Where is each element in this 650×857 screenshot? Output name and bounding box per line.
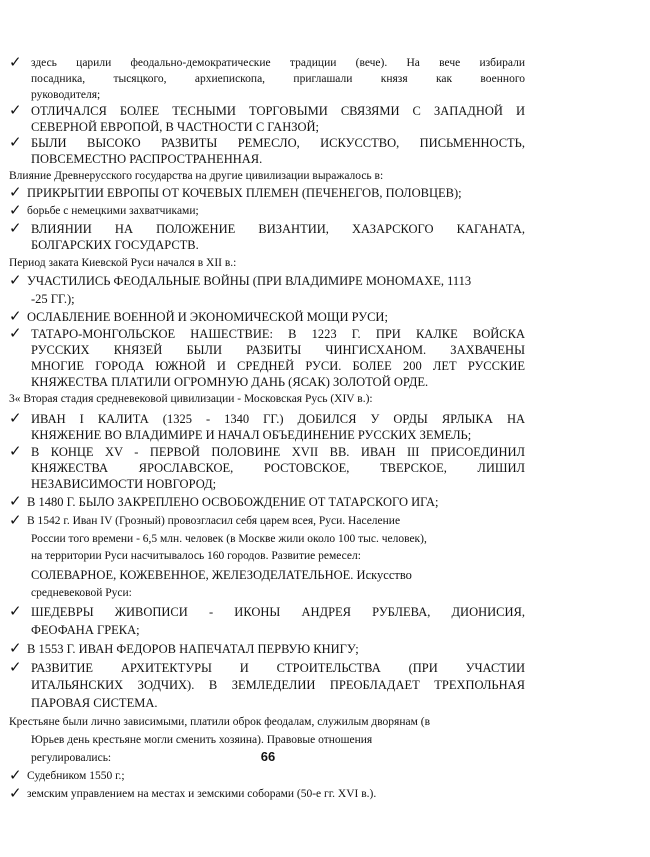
text-line	[0, 530, 650, 548]
line-text: на территории Руси насчитывалось 160 городов. Развитие ремесел:	[31, 550, 361, 562]
line-text: ПАРОВАЯ СИСТЕМА.	[31, 696, 158, 710]
line-text: посадника, тысяцкого, архиепископа, приглашали князя как военного	[31, 73, 525, 85]
text-line	[0, 475, 650, 493]
text-line	[0, 202, 650, 220]
text-line	[0, 308, 650, 326]
checkmark-icon: ✓	[9, 203, 22, 219]
line-text: ВЛИЯНИИ НА ПОЛОЖЕНИЕ ВИЗАНТИИ, ХАЗАРСКОГО КАГАНАТА,	[31, 222, 525, 236]
text-line	[0, 272, 650, 290]
checkmark-icon: ✓	[9, 273, 22, 289]
checkmark-icon: ✓	[9, 786, 22, 802]
line-text: КНЯЖЕСТВА ПЛАТИЛИ ОГРОМНУЮ ДАНЬ (ЯСАК) ЗОЛОТОЙ ОРДЕ.	[31, 375, 429, 389]
line-text: ПРИКРЫТИИ ЕВРОПЫ ОТ КОЧЕВЫХ ПЛЕМЕН (ПЕЧЕНЕГОВ, ПОЛОВЦЕВ);	[27, 186, 462, 200]
line-text: БЫЛИ ВЫСОКО РАЗВИТЫ РЕМЕСЛО, ИСКУССТВО, ПИСЬМЕННОСТЬ,	[31, 136, 525, 150]
text-line	[0, 731, 650, 749]
text-line	[0, 493, 650, 511]
checkmark-icon: ✓	[9, 221, 22, 237]
text-line	[0, 749, 650, 767]
text-line	[0, 390, 650, 408]
checkmark-icon: ✓	[9, 411, 22, 427]
text-line	[0, 767, 650, 785]
line-text: ПОВСЕМЕСТНО РАСПРОСТРАНЕННАЯ.	[31, 152, 263, 166]
line-text: СЕВЕРНОЙ ЕВРОПОЙ, В ЧАСТНОСТИ С ГАНЗОЙ;	[31, 120, 320, 134]
text-line	[0, 167, 650, 185]
line-text: регулировались:	[31, 752, 112, 764]
line-text: Юрьев день крестьяне могли сменить хозяина). Правовые отношения	[31, 734, 373, 746]
line-text: Крестьяне были лично зависимыми, платили оброк феодалам, служилым дворянам (в	[9, 716, 431, 728]
line-text: здесь царили феодально-демократические традиции (вече). На вече избирали	[31, 57, 525, 69]
text-line	[0, 236, 650, 254]
line-text: В 1553 Г. ИВАН ФЕДОРОВ НАПЕЧАТАЛ ПЕРВУЮ КНИГУ;	[27, 642, 359, 656]
text-line	[0, 640, 650, 658]
line-text: ОТЛИЧАЛСЯ БОЛЕЕ ТЕСНЫМИ ТОРГОВЫМИ СВЯЗЯМИ С ЗАПАДНОЙ И	[31, 104, 525, 118]
line-text: В 1480 Г. БЫЛО ЗАКРЕПЛЕНО ОСВОБОЖДЕНИЕ ОТ ТАТАРСКОГО ИГА;	[27, 495, 439, 509]
line-text: ШЕДЕВРЫ ЖИВОПИСИ - ИКОНЫ АНДРЕЯ РУБЛЕВА, ДИОНИСИЯ,	[31, 605, 525, 619]
text-line	[0, 150, 650, 168]
text-line	[0, 713, 650, 731]
line-text: борьбе с немецкими захватчиками;	[27, 205, 199, 217]
line-text: 3« Вторая стадия средневековой цивилизации - Московская Русь (XIV в.):	[9, 393, 373, 405]
text-line	[0, 290, 650, 308]
text-line	[0, 659, 650, 677]
line-text: ОСЛАБЛЕНИЕ ВОЕННОЙ И ЭКОНОМИЧЕСКОЙ МОЩИ РУСИ;	[27, 310, 388, 324]
text-line	[0, 426, 650, 444]
line-text: средневековой Руси:	[31, 587, 132, 599]
line-text: НЕЗАВИСИМОСТИ НОВГОРОД;	[31, 477, 217, 491]
line-text: УЧАСТИЛИСЬ ФЕОДАЛЬНЫЕ ВОЙНЫ (ПРИ ВЛАДИМИРЕ МОНОМАХЕ, 1113	[27, 274, 472, 288]
checkmark-icon: ✓	[9, 494, 22, 510]
line-text: КНЯЖЕНИЕ ВО ВЛАДИМИРЕ И НАЧАЛ ОБЪЕДИНЕНИЕ РУССКИХ ЗЕМЕЛЬ;	[31, 428, 472, 442]
line-text: ТАТАРО-МОНГОЛЬСКОЕ НАШЕСТВИЕ: В 1223 Г. ПРИ КАЛКЕ ВОЙСКА	[31, 327, 525, 341]
line-text: РУССКИХ КНЯЗЕЙ БЫЛИ РАЗБИТЫ ЧИНГИСХАНОМ. ЗАХВАЧЕНЫ	[31, 343, 525, 357]
text-line	[0, 184, 650, 202]
line-text: Судебником 1550 г.;	[27, 770, 125, 782]
checkmark-icon: ✓	[9, 185, 22, 201]
text-line	[0, 512, 650, 530]
line-text: МНОГИЕ ГОРОДА ЮЖНОЙ И СРЕДНЕЙ РУСИ. БОЛЕЕ 200 ЛЕТ РУССКИЕ	[31, 359, 525, 373]
checkmark-icon: ✓	[9, 641, 22, 657]
text-line	[0, 373, 650, 391]
checkmark-icon: ✓	[9, 326, 22, 342]
text-line	[0, 566, 650, 584]
text-line	[0, 584, 650, 602]
text-line	[0, 676, 650, 694]
line-text: В КОНЦЕ XV - ПЕРВОЙ ПОЛОВИНЕ XVII ВВ. ИВАН III ПРИСОЕДИНИЛ	[31, 445, 525, 459]
line-text: Влияние Древнерусского государства на другие цивилизации выражалось в:	[9, 170, 384, 182]
line-text: ФЕОФАНА ГРЕКА;	[31, 623, 140, 637]
line-text: руководителя;	[31, 89, 101, 101]
checkmark-icon: ✓	[9, 604, 22, 620]
checkmark-icon: ✓	[9, 768, 22, 784]
line-text: земским управлением на местах и земскими соборами (50-е гг. XVI в.).	[27, 788, 377, 800]
checkmark-icon: ✓	[9, 444, 22, 460]
text-line	[0, 603, 650, 621]
line-text: России того времени - 6,5 млн. человек (в Москве жили около 100 тыс. человек),	[31, 533, 427, 545]
line-text: Период заката Киевской Руси начался в XII в.:	[9, 257, 237, 269]
line-text: СОЛЕВАРНОЕ, КОЖЕВЕННОЕ, ЖЕЛЕЗОДЕЛАТЕЛЬНОЕ. Искусство	[31, 568, 412, 582]
text-line	[0, 621, 650, 639]
text-line	[0, 785, 650, 803]
checkmark-icon: ✓	[9, 135, 22, 151]
checkmark-icon: ✓	[9, 513, 22, 529]
page-number: 66	[260, 749, 276, 764]
line-text: -25 ГГ.);	[31, 292, 75, 306]
checkmark-icon: ✓	[9, 103, 22, 119]
line-text: БОЛГАРСКИХ ГОСУДАРСТВ.	[31, 238, 199, 252]
text-line	[0, 694, 650, 712]
checkmark-icon: ✓	[9, 660, 22, 676]
line-text: ИТАЛЬЯНСКИХ ЗОДЧИХ). В ЗЕМЛЕДЕЛИИ ПРЕОБЛАДАЕТ ТРЕХПОЛЬНАЯ	[31, 678, 525, 692]
text-line	[0, 547, 650, 565]
checkmark-icon: ✓	[9, 309, 22, 325]
line-text: В 1542 г. Иван IV (Грозный) провозгласил себя царем всея, Руси. Население	[27, 515, 401, 527]
line-text: РАЗВИТИЕ АРХИТЕКТУРЫ И СТРОИТЕЛЬСТВА (ПРИ УЧАСТИИ	[31, 661, 525, 675]
line-text: КНЯЖЕСТВА ЯРОСЛАВСКОЕ, РОСТОВСКОЕ, ТВЕРСКОЕ, ЛИШИЛ	[31, 461, 525, 475]
line-text: ИВАН I КАЛИТА (1325 - 1340 ГГ.) ДОБИЛСЯ У ОРДЫ ЯРЛЫКА НА	[31, 412, 525, 426]
checkmark-icon: ✓	[9, 55, 22, 71]
text-line	[0, 254, 650, 272]
